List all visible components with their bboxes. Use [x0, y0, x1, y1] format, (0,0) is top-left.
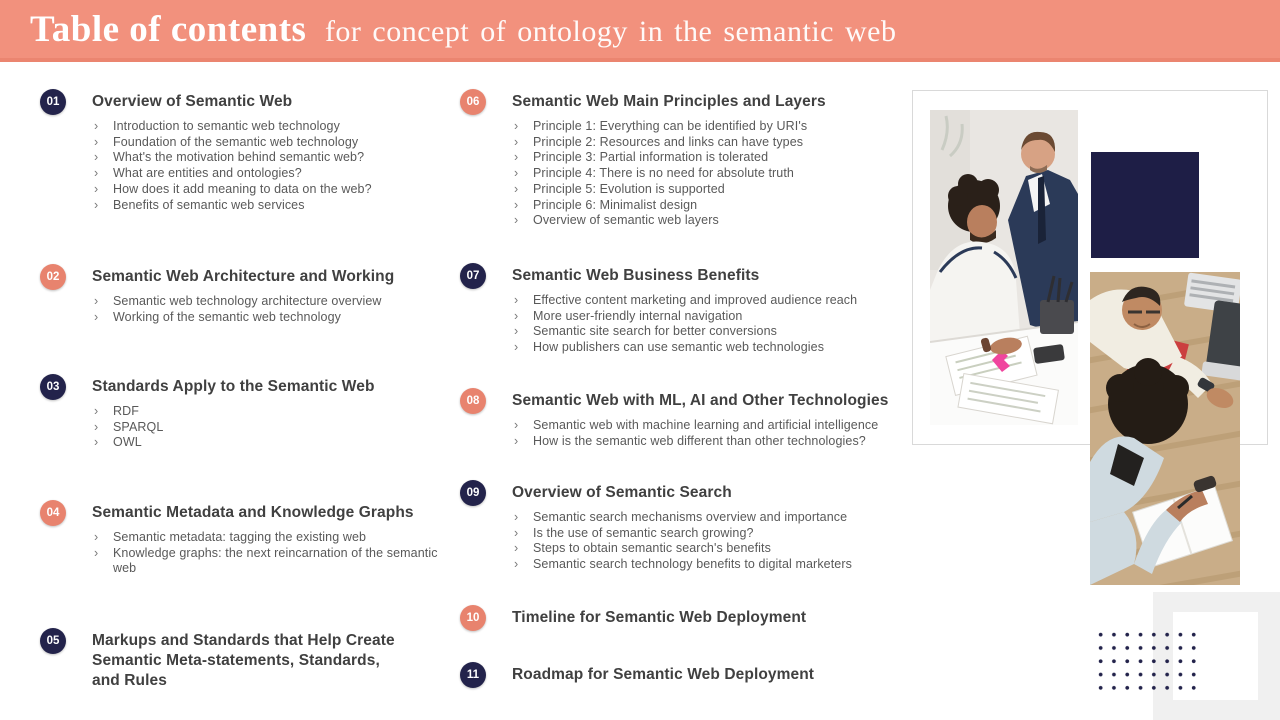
- section-title: Semantic Metadata and Knowledge Graphs: [92, 504, 414, 521]
- section-item-list: [512, 119, 912, 229]
- toc-item: › Principle 6: Minimalist design: [512, 198, 912, 214]
- toc-section-06: [460, 89, 912, 229]
- section-number-badge: 08: [460, 388, 486, 414]
- page-title-rest: for concept of ontology in the semantic web: [324, 14, 897, 48]
- toc-section-08: [460, 388, 912, 449]
- toc-item: › RDF: [92, 404, 444, 420]
- toc-item: › Semantic metadata: tagging the existing web: [92, 530, 444, 546]
- toc-item: › OWL: [92, 435, 444, 451]
- toc-item: › Knowledge graphs: the next reincarnation of the semantic web: [92, 546, 444, 577]
- toc-item: › Principle 5: Evolution is supported: [512, 182, 912, 198]
- section-title: Overview of Semantic Search: [512, 484, 732, 501]
- toc-item: › Principle 2: Resources and links can have types: [512, 135, 912, 151]
- toc-item: › How is the semantic web different than other technologies?: [512, 434, 912, 450]
- section-title: Markups and Standards that Help Create Semantic Meta-statements, Standards, and Rules: [92, 632, 395, 689]
- section-title: Semantic Web Business Benefits: [512, 267, 760, 284]
- page-title: [30, 8, 896, 51]
- toc-item: › Benefits of semantic web services: [92, 198, 444, 214]
- toc-item: › Is the use of semantic search growing?: [512, 526, 912, 542]
- section-number-badge: 10: [460, 605, 486, 631]
- section-title: Timeline for Semantic Web Deployment: [512, 609, 807, 626]
- toc-item: › Semantic search mechanisms overview and importance: [512, 510, 912, 526]
- page-title-emphasis: Table of contents: [30, 8, 307, 50]
- toc-section-02: [40, 264, 444, 325]
- toc-section-03: [40, 374, 444, 451]
- section-item-list: [512, 510, 912, 573]
- toc-item: › How publishers can use semantic web technologies: [512, 340, 912, 356]
- slide-header: [0, 0, 1280, 62]
- toc-item: › Principle 3: Partial information is tolerated: [512, 150, 912, 166]
- navy-accent-square: [1091, 152, 1199, 258]
- section-number-badge: 05: [40, 628, 66, 654]
- section-title: Semantic Web with ML, AI and Other Technologies: [512, 392, 889, 409]
- section-number-badge: 02: [40, 264, 66, 290]
- toc-item: › More user-friendly internal navigation: [512, 309, 912, 325]
- toc-item: › Semantic web technology architecture overview: [92, 294, 444, 310]
- toc-item: › Foundation of the semantic web technology: [92, 135, 444, 151]
- toc-item: › Semantic search technology benefits to digital marketers: [512, 557, 912, 573]
- section-number-badge: 07: [460, 263, 486, 289]
- section-item-list: [512, 418, 912, 449]
- section-number-badge: 04: [40, 500, 66, 526]
- section-title: Semantic Web Architecture and Working: [92, 268, 395, 285]
- section-number-badge: 09: [460, 480, 486, 506]
- toc-item: › Introduction to semantic web technology: [92, 119, 444, 135]
- toc-item: › Principle 1: Everything can be identified by URI's: [512, 119, 912, 135]
- desk-writing-photo: [1090, 272, 1240, 585]
- toc-section-01: [40, 89, 444, 213]
- section-number-badge: 01: [40, 89, 66, 115]
- toc-section-09: [460, 480, 912, 573]
- section-number-badge: 06: [460, 89, 486, 115]
- section-title: Roadmap for Semantic Web Deployment: [512, 666, 815, 683]
- dot-grid-icon: [1092, 626, 1198, 694]
- office-team-photo: [930, 110, 1078, 425]
- section-number-badge: 11: [460, 662, 486, 688]
- toc-section-11: [460, 662, 912, 688]
- toc-item: › Steps to obtain semantic search's benefits: [512, 541, 912, 557]
- section-title: Standards Apply to the Semantic Web: [92, 378, 375, 395]
- toc-item: › Principle 4: There is no need for absolute truth: [512, 166, 912, 182]
- toc-section-10: [460, 605, 912, 631]
- toc-section-07: [460, 263, 912, 356]
- toc-item: › Working of the semantic web technology: [92, 310, 444, 326]
- section-title: Overview of Semantic Web: [92, 93, 293, 110]
- section-item-list: [92, 294, 444, 325]
- toc-item: › What are entities and ontologies?: [92, 166, 444, 182]
- section-item-list: [92, 119, 444, 213]
- section-number-badge: 03: [40, 374, 66, 400]
- toc-section-05: [40, 628, 410, 691]
- section-item-list: [92, 530, 444, 577]
- toc-item: › Semantic web with machine learning and artificial intelligence: [512, 418, 912, 434]
- toc-item: › Semantic site search for better conversions: [512, 324, 912, 340]
- toc-item: › What's the motivation behind semantic web?: [92, 150, 444, 166]
- toc-item: › How does it add meaning to data on the web?: [92, 182, 444, 198]
- section-item-list: [92, 404, 444, 451]
- toc-item: › Overview of semantic web layers: [512, 213, 912, 229]
- section-item-list: [512, 293, 912, 356]
- toc-item: › Effective content marketing and improved audience reach: [512, 293, 912, 309]
- toc-section-04: [40, 500, 444, 577]
- toc-item: › SPARQL: [92, 420, 444, 436]
- section-title: Semantic Web Main Principles and Layers: [512, 93, 826, 110]
